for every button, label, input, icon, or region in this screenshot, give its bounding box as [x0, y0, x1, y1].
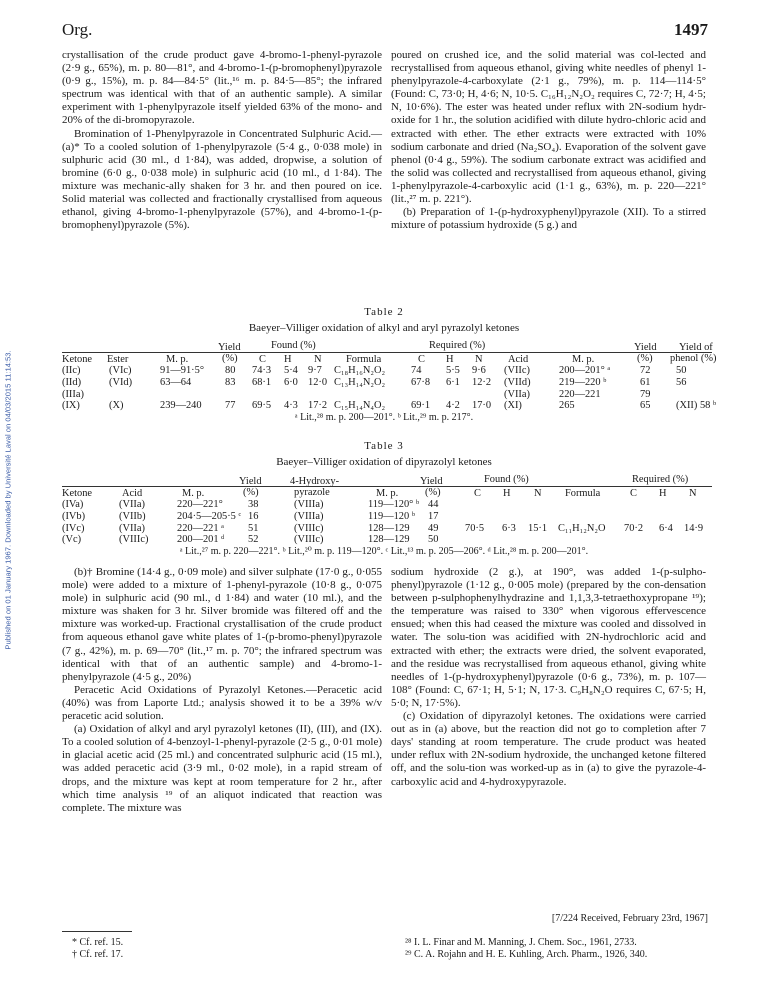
table-cell-ketone: (IIc)	[62, 365, 81, 376]
footnote: † Cf. ref. 17.	[72, 949, 124, 960]
table-cell-yield2: 50	[428, 534, 439, 546]
t2-head: Acid	[508, 354, 529, 365]
table-cell-mp2: 219—220 ᵇ	[559, 376, 607, 388]
table-cell-h: 4·3	[284, 400, 298, 412]
t2-head: C	[418, 354, 425, 365]
table2-footnote: ᵃ Lit.,²⁸ m. p. 200—201°. ᵇ Lit.,²⁹ m. p. 217°.	[294, 412, 474, 423]
t3-head: N	[689, 488, 697, 499]
table-cell-ketone: (IIIa)	[62, 388, 84, 400]
table-cell-yield: 16	[248, 510, 259, 522]
table-cell-mp: 200—201 ᵈ	[177, 534, 225, 546]
t2-found-rule	[62, 352, 712, 353]
table-cell-hydroxy: (VIIIc)	[294, 522, 324, 534]
table3-label: Table 3	[364, 440, 404, 452]
t3-head: (%)	[243, 487, 259, 498]
table-cell-ketone: (IVa)	[62, 499, 84, 510]
footnote: * Cf. ref. 15.	[72, 937, 124, 948]
table-cell-formula: C₁₁H₁₂N₂O	[558, 522, 606, 534]
column-right-top	[391, 49, 706, 232]
table-cell-mp2: 200—201° ᵃ	[559, 365, 611, 376]
t3-head: Yield	[420, 476, 443, 487]
table-cell-mp: 220—221°	[177, 499, 223, 510]
table-cell-ketone: (Vc)	[62, 534, 82, 546]
table-cell-acid: (VIIc)	[504, 365, 530, 376]
t2-head-yield2: (%)	[637, 353, 653, 364]
paragraph: poured on crushed ice, and the solid material was col-lected and recrystallised from aqueous ethanol, giving white needles of phenyl 1-phenylpyrazole-4-carboxylate (2·1 g., 79%), m. p. 114—114·5° (Found: C, 73·0; H, 4·6; N, 10·5. C₁₆H₁₂N₂O₂ requires C, 72·7; H, 4·5; N, 10·6%). The ester was heated under reflux with 2N-sodium hydr-oxide for 1 hr., the solution acidified with dilute hydro-chloric acid and extracted with ether. The ether extracts were extracted with 10% sodium carbonate and dried (Na₂SO₄). Evaporation of the solvent gave phenol (0·4 g., 59%). The sodium carbonate extract was acidified and the solid was collected and recrystallised from aqueous ethanol, giving 1-phenylpyrazole-4-carboxylic acid (1·1 g., 63%), m. p. 220—221° (lit.,²⁷ m. p. 221°).	[391, 49, 706, 206]
table-cell-phenol: 50	[676, 365, 687, 376]
t2-head: N	[475, 354, 483, 365]
table-cell-acid: (VIIb)	[119, 510, 146, 522]
t2-head: H	[446, 354, 454, 365]
table-cell-n: 12·0	[308, 376, 328, 388]
table-cell-rh: 4·2	[446, 400, 460, 412]
table2-label: Table 2	[364, 306, 404, 318]
table2-caption: Baeyer–Villiger oxidation of alkyl and aryl pyrazolyl ketones	[248, 322, 520, 334]
t2-head-yield: (%)	[222, 353, 238, 364]
t2-head: H	[284, 354, 292, 365]
table-cell-formula: C₁₃H₁₄N₂O₂	[334, 376, 386, 388]
table-cell-ketone: (IX)	[62, 400, 80, 412]
t3-found-rule	[62, 486, 712, 487]
table-cell-rc: 69·1	[411, 400, 431, 412]
table-cell-rc: 74	[411, 365, 422, 376]
table-cell-h: 6·3	[502, 522, 516, 534]
paragraph: (b) Preparation of 1-(p-hydroxyphenyl)pyrazole (XII). To a stirred mixture of potassium hydroxide (5 g.) and	[391, 206, 706, 232]
t3-head: Acid	[122, 488, 143, 499]
t3-head-required: Required (%)	[632, 474, 689, 485]
table-cell-rc: 67·8	[411, 376, 431, 388]
reference: ²⁹ C. A. Rojahn and H. E. Kuhling, Arch. Pharm., 1926, 340.	[405, 949, 648, 960]
table-cell-yield2: 79	[640, 388, 651, 400]
footnote-rule-left	[62, 931, 132, 932]
table-cell-mp: 239—240	[160, 400, 202, 412]
t3-head: M. p.	[182, 488, 205, 499]
table-cell-mp2: 220—221	[559, 388, 601, 400]
t3-head: M. p.	[376, 488, 399, 499]
table-cell-c: 69·5	[252, 400, 272, 412]
t3-head: Yield	[239, 476, 262, 487]
table-cell-c: 68·1	[252, 376, 272, 388]
received-date: [7/224 Received, February 23rd, 1967]	[551, 913, 708, 924]
t3-head: C	[630, 488, 637, 499]
table-cell-yield2: 17	[428, 510, 439, 522]
table-cell-acid: (VIIa)	[119, 499, 145, 510]
table-cell-rn: 14·9	[684, 522, 704, 534]
t2-head-phenol: Yield of	[679, 342, 713, 353]
table-cell-acid: (VIIa)	[504, 388, 530, 400]
t3-head: (%)	[425, 487, 441, 498]
table-cell-yield2: 61	[640, 376, 651, 388]
table-cell-ketone: (IVb)	[62, 510, 86, 522]
table-cell-hydroxy: (VIIIa)	[294, 510, 324, 522]
t3-head: Formula	[565, 488, 601, 499]
paragraph: crystallisation of the crude product gave 4-bromo-1-phenyl-pyrazole (2·9 g., 65%), m. p. 80—81°, and 4-bromo-1-(p-bromophenyl)pyrazole (0·9 g., 15%), m. p. 84—84·5° (lit.,¹⁶ m. p. 84·5—85°; the infrared spectrum was identical with that of an authentic sample). A similar experiment with 1-phenylpyrazole itself yielded 63% of the mono- and 20% of the di-bromopyrazole.	[62, 49, 382, 127]
table-cell-yield: 80	[225, 365, 236, 376]
column-right-bottom	[391, 566, 706, 789]
table-cell-formula: C₁₈H₁₆N₂O₂	[334, 365, 386, 376]
table-cell-yield: 51	[248, 522, 259, 534]
t3-head: C	[474, 488, 481, 499]
t2-head: Ketone	[62, 354, 93, 365]
table-cell-yield2: 65	[640, 400, 651, 412]
reference: ²⁸ I. L. Finar and M. Manning, J. Chem. Soc., 1961, 2733.	[405, 937, 637, 948]
table-cell-mp2: 128—129	[368, 534, 410, 546]
table-cell-mp: 220—221 ᵃ	[177, 522, 225, 534]
table-cell-h: 5·4	[284, 365, 298, 376]
t2-head-found: Found (%)	[271, 340, 316, 351]
table-cell-rh: 6·4	[659, 522, 673, 534]
table-cell-acid: (XI)	[504, 400, 522, 412]
table3-caption: Baeyer–Villiger oxidation of dipyrazolyl ketones	[276, 456, 492, 468]
table3-footnote: ᵃ Lit.,²⁷ m. p. 220—221°. ᵇ Lit.,²⁰ m. p. 119—120°. ᶜ Lit.,¹³ m. p. 205—206°. ᵈ Lit.,²⁸ m. p. 200—201°.	[179, 546, 589, 557]
t2-head: M. p.	[166, 354, 189, 365]
table-cell-yield: 38	[248, 499, 259, 510]
table-cell-rn: 12·2	[472, 376, 492, 388]
paragraph: Bromination of 1-Phenylpyrazole in Concentrated Sulphuric Acid.—(a)* To a cooled solution of 1-phenylpyrazole (5·4 g., 0·038 mole) in sulphuric acid (30 ml., d 1·84), was added, dropwise, a solution of bromine (6·0 g., 0·038 mole) in sulphuric acid (10 ml., d 1·84). The mixture was mechanic-ally shaken for 3 hr. and then poured on ice. Solid material was collected and fractionally crystallised from aqueous ethanol, giving 4-bromo-1-phenylpyrazole (57%), and 4-bromo-1-(p-bromophenyl)pyrazole (5%).	[62, 127, 382, 232]
paragraph: sodium hydroxide (2 g.), at 190°, was added 1-(p-sulpho-phenyl)pyrazole (1·12 g., 0·005 mole) (prepared by the con-densation between p-sulphophenylhydrazine and 1,1,3,3-tetraethoxypropane ¹⁹); the temperature was raised to 330° when vigorous effervescence ensued; when this had ceased the mixture was cooled and dissolved in water. The solu-tion was acidified with 2N-hydrochloric acid and extracted with ether; the extracts were dried, the solvent evaporated, and the residue was recrystallised from aqueous ethanol, giving white needles of 1-(p-hydroxyphenyl)pyrazole (0·6 g., 73%), m. p. 107—108° (Found: C, 67·1; H, 5·1; N, 17·3. C₉H₈N₂O requires C, 67·5; H, 5·0; N, 17·5%).	[391, 566, 706, 709]
t2-head: Ester	[107, 354, 129, 365]
table-cell-mp2: 128—129	[368, 522, 410, 534]
t2-head-yield: Yield	[218, 342, 241, 353]
table-cell-mp: 204·5—205·5 ᶜ	[177, 510, 242, 522]
page-number: 1497	[674, 20, 708, 39]
t2-head-required: Required (%)	[429, 340, 486, 351]
paragraph: (c) Oxidation of dipyrazolyl ketones. The oxidations were carried out as in (a) above, but the reaction did not go to completion after 7 days' standing at room temperature. The crude product was heated under reflux with 2N-sodium hydroxide, the unchanged ketone filtered off, and the solu-tion was worked-up as in (a) to give the pyrazole-4-carboxylic acid and 4-hydroxypyrazole.	[391, 710, 706, 788]
table-cell-ester: (X)	[109, 400, 124, 412]
table-cell-acid: (VIIIc)	[119, 534, 149, 546]
table-cell-hydroxy: (VIIIa)	[294, 499, 324, 510]
table-cell-yield2: 49	[428, 522, 439, 534]
table-cell-n: 17·2	[308, 400, 328, 412]
table-cell-rn: 9·6	[472, 365, 486, 376]
t2-head: N	[314, 354, 322, 365]
table-cell-ester: (VIc)	[109, 365, 132, 376]
t2-head: C	[259, 354, 266, 365]
column-left-top	[62, 49, 382, 232]
table-cell-yield2: 72	[640, 365, 651, 376]
table-cell-mp2: 119—120 ᵇ	[368, 510, 415, 522]
paragraph: (b)† Bromine (14·4 g., 0·09 mole) and silver sulphate (17·0 g., 0·055 mole) were added to a mixture of 1-phenyl-pyrazole (10·8 g., 0·075 mole) in sulphuric acid (90 ml., d 1·84) and water (10 ml.), and the mixture was shaken for 3 hr. Silver bromide was filtered off and the mixture was worked-up. Fractional crystallisation of the crude product from aqueous ethanol gave white plates of 1-(p-bromo-phenyl)pyrazole (7 g., 42%), m. p. 69—70° (lit.,¹⁷ m. p. 70°; the infrared spectrum was identical with that of an authentic sample) and 4-bromo-1-phenylpyrazole (4·5 g., 20%)	[62, 566, 382, 683]
paragraph: (a) Oxidation of alkyl and aryl pyrazolyl ketones (II), (III), and (IX). To a cooled solution of 4-benzoyl-1-phenyl-pyrazole (2·5 g., 0·01 mole) in glacial acetic acid (25 ml.) and concentrated sulphuric acid (15 ml.), was added peracetic acid (3·9 ml., 0·02 mole), in a rapid stream of drops, and the mixture was kept at room temperature for 2 hr., after which time analysis ¹⁹ of an aliquot indicated that reaction was complete. The mixture was	[62, 723, 382, 814]
table-cell-n: 15·1	[528, 522, 548, 534]
t2-head-yield2: Yield	[634, 342, 657, 353]
t3-head: 4-Hydroxy-	[290, 476, 340, 487]
t3-head: Ketone	[62, 488, 93, 499]
table-cell-yield: 52	[248, 534, 259, 546]
table-cell-n: 9·7	[308, 365, 322, 376]
column-left-bottom	[62, 566, 382, 815]
table-cell-mp2: 265	[559, 400, 575, 412]
paragraph: Peracetic Acid Oxidations of Pyrazolyl Ketones.—Peracetic acid (40%) was from Laporte Ltd.; analysis showed it to be a 39% w/v peracetic acid solution.	[62, 683, 382, 723]
table-cell-yield2: 44	[428, 499, 439, 510]
table-cell-phenol: 56	[676, 376, 687, 388]
table-cell-acid: (VIIa)	[119, 522, 145, 534]
table-cell-rc: 70·2	[624, 522, 644, 534]
table-cell-h: 6·0	[284, 376, 298, 388]
table-cell-mp: 91—91·5°	[160, 365, 204, 376]
t3-head-found: Found (%)	[484, 474, 529, 485]
table-cell-ester: (VId)	[109, 376, 133, 388]
t2-head: Formula	[346, 354, 382, 365]
t3-head: pyrazole	[294, 487, 330, 498]
journal-name: Org.	[62, 20, 93, 39]
t2-head: M. p.	[572, 354, 595, 365]
t3-head: H	[503, 488, 511, 499]
table-cell-yield: 83	[225, 376, 236, 388]
table-cell-acid: (VIId)	[504, 376, 531, 388]
t2-head-phenol: phenol (%)	[670, 353, 717, 364]
table-cell-mp2: 119—120° ᵇ	[368, 499, 420, 510]
t3-head: N	[534, 488, 542, 499]
table-cell-hydroxy: (VIIIc)	[294, 534, 324, 546]
table-cell-rh: 6·1	[446, 376, 460, 388]
table-cell-ketone: (IId)	[62, 376, 82, 388]
table-cell-mp: 63—64	[160, 376, 192, 388]
table-cell-rh: 5·5	[446, 365, 460, 376]
table-cell-phenol: (XII) 58 ᵇ	[676, 400, 717, 412]
table-cell-c: 70·5	[465, 522, 485, 534]
watermark-text: Published on 01 January 1967. Downloaded by Université Laval on 04/03/2015 11:14:53.	[3, 350, 13, 650]
table-cell-c: 74·3	[252, 365, 272, 376]
table-cell-formula: C₁₅H₁₄N₄O₂	[334, 400, 386, 412]
table-cell-ketone: (IVc)	[62, 522, 85, 534]
table-cell-yield: 77	[225, 400, 236, 412]
t3-head: H	[659, 488, 667, 499]
table-cell-rn: 17·0	[472, 400, 492, 412]
